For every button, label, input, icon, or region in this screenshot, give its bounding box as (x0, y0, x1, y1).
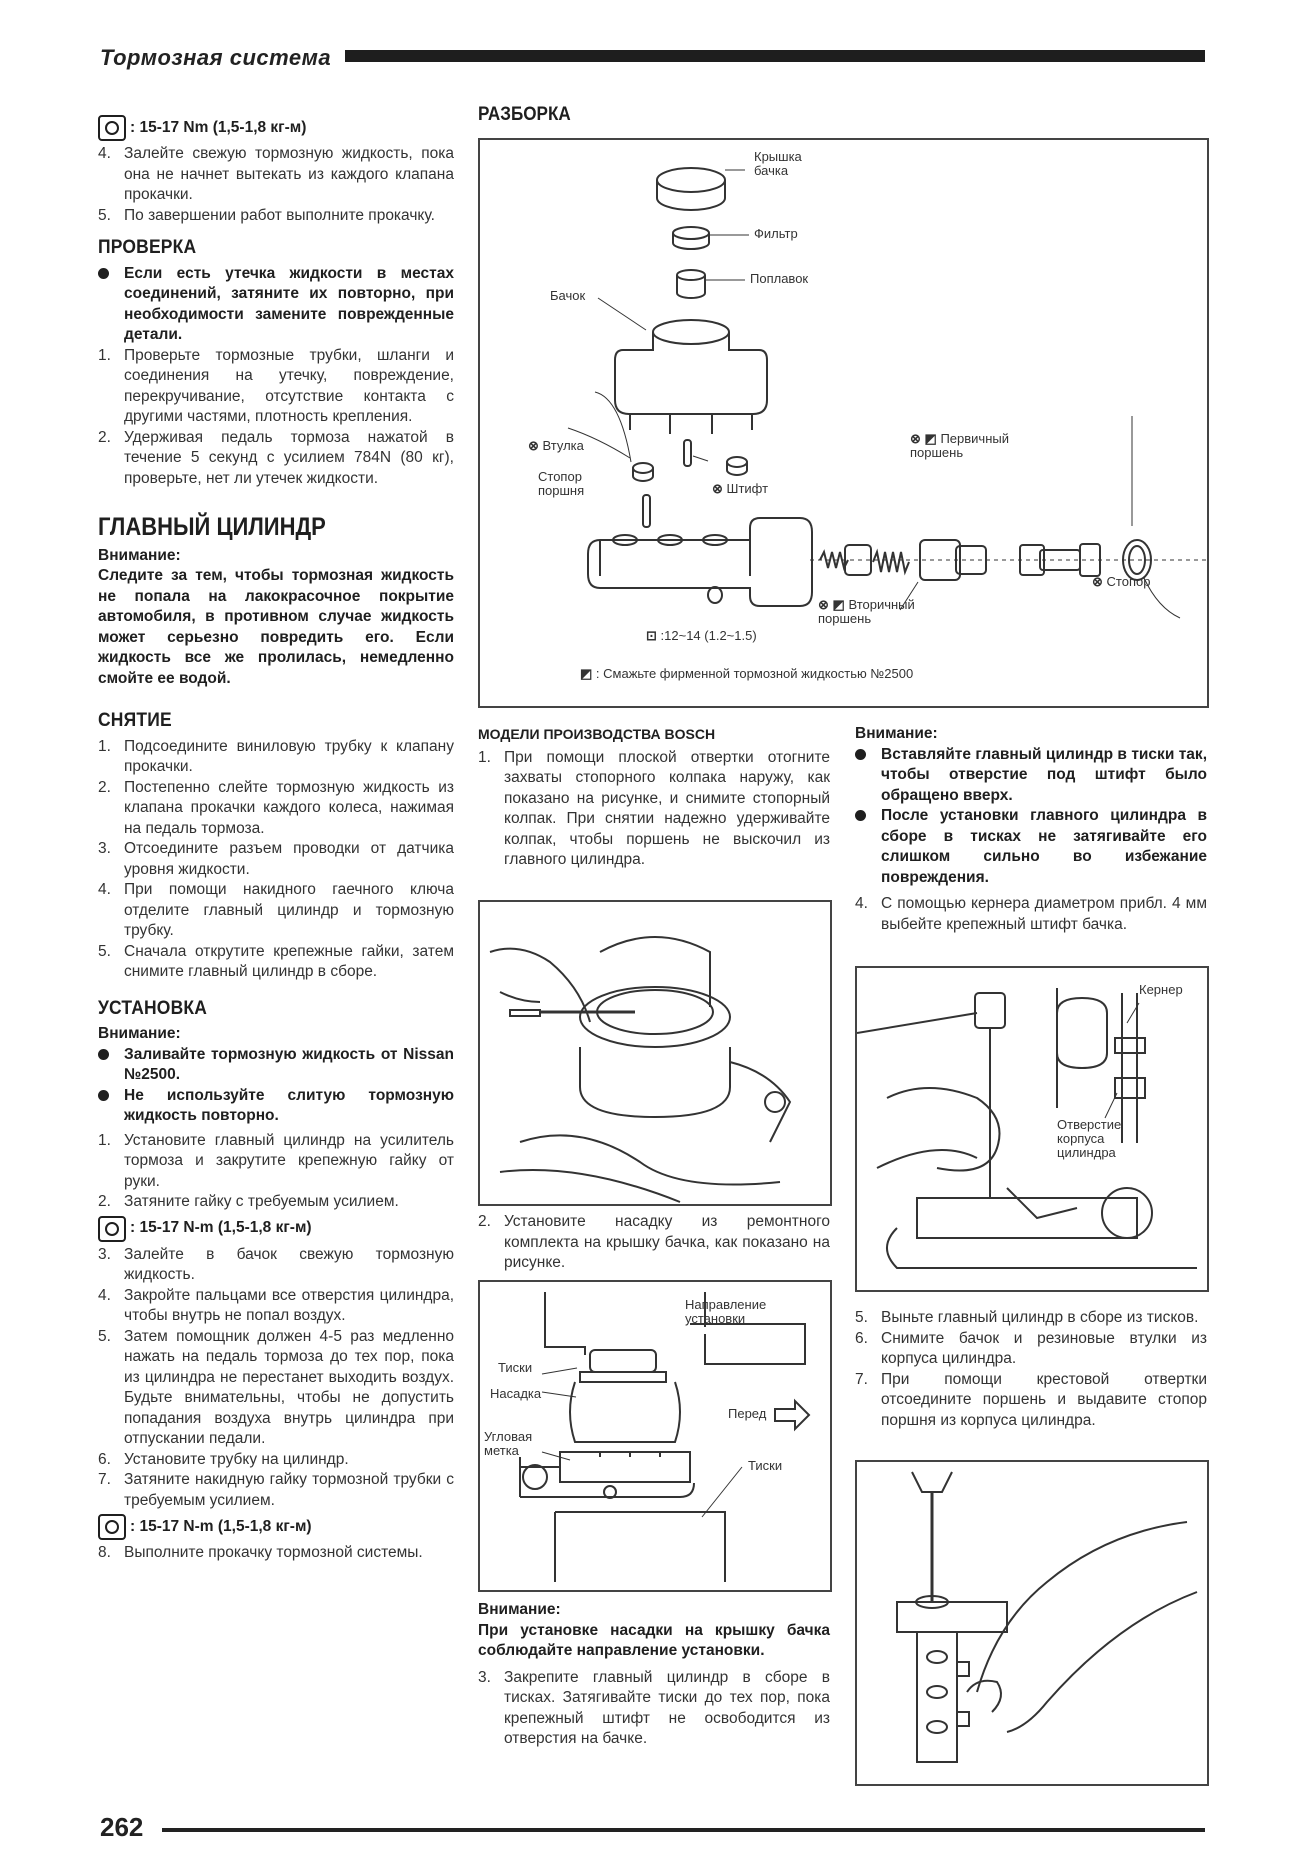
section-heading-removal: СНЯТИЕ (98, 710, 172, 731)
bullet-item: После установки главного цилиндра в сборе в тисках не затягивайте его слишком сильно во избежание повреждения. (855, 806, 1207, 888)
label-cylinder-hole: Отверстие корпуса цилиндра (1057, 1117, 1122, 1160)
pin-punch-figure (855, 966, 1209, 1292)
list-item: 5. Выньте главный цилиндр в сборе из тисков. (855, 1309, 1199, 1326)
list-item: 3. Закрепите главный цилиндр в сборе в тисках. Затягивайте тиски до тех пор, пока крепежный штифт не освободится из отверстия на бачке. (478, 1668, 830, 1747)
torque-spec: : 15-17 N-m (1,5-1,8 кг-м) (98, 1514, 454, 1540)
label-piston-stopper: Стопор поршня (538, 469, 585, 498)
list-item: 8. Выполните прокачку тормозной системы. (98, 1544, 423, 1561)
list-item: 5. Затем помощник должен 4-5 раз медленно нажать на педаль тормоза до тех пор, пока из цилиндра не перестанет выходить воздух. Будьте внимательны, чтобы не допустить попадания воздуха внутрь цилиндра при отпускании педали. (98, 1327, 454, 1447)
bullet-item: Если есть утечка жидкости в местах соединений, затяните их повторно, при необходимости замените поврежденные детали. (98, 264, 454, 346)
do-not-reuse-icon: ⊗ (1092, 574, 1103, 589)
list-item: 1. Установите главный цилиндр на усилитель тормоза и закрутите крепежную гайку от руки. (98, 1131, 454, 1190)
list-item: 7. При помощи крестовой отвертки отсоедините поршень и выдавите стопор поршня из корпуса цилиндра. (855, 1370, 1207, 1429)
section-heading-disassembly: РАЗБОРКА (478, 104, 571, 125)
label-vise: Тиски (498, 1360, 533, 1375)
list-item: 1. Проверьте тормозные трубки, шланги и соединения на утечку, повреждение, перекручивание, отсутствие контакта с другими частями, плотность крепления. (98, 346, 454, 425)
list-item: 5. Сначала открутите крепежные гайки, затем снимите главный цилиндр в сборе. (98, 942, 454, 980)
middle-column-step2 (478, 1212, 830, 1274)
label-grease-note: ◩ : Смажьте фирменной тормозной жидкостью №2500 (580, 666, 914, 681)
label-primary-piston: ⊗ ◩ Первичный поршень (910, 431, 1009, 460)
retainer-removal-drawing (480, 902, 830, 1204)
label-bushing: ⊗ Втулка (528, 438, 584, 453)
list-item: 7. Затяните накидную гайку тормозной трубки с требуемым усилием. (98, 1471, 454, 1509)
exploded-view-figure (478, 138, 1209, 708)
list-item: 6. Установите трубку на цилиндр. (98, 1450, 349, 1468)
torque-wrench-icon (98, 115, 126, 141)
attention-text: Следите за тем, чтобы тормозная жидкость не попала на лакокрасочное покрытие автомобиля, в противном случае жидкость может серьезно повредить его. Если жидкость все же пролилась, немедленно смойте ее водой. (98, 567, 454, 687)
label-secondary-piston: ⊗ ◩ Вторичный поршень (818, 597, 915, 626)
piston-removal-figure (855, 1460, 1209, 1786)
torque-spec: : 15-17 Nm (1,5-1,8 кг-м) (98, 115, 454, 141)
list-item: 3. Залейте в бачок свежую тормозную жидкость. (98, 1245, 454, 1283)
bullet-item: Заливайте тормозную жидкость от Nissan №2500. (98, 1045, 454, 1086)
list-item: 6. Снимите бачок и резиновые втулки из корпуса цилиндра. (855, 1329, 1207, 1367)
list-item: 5. По завершении работ выполните прокачку. (98, 206, 435, 224)
retainer-removal-figure (478, 900, 832, 1206)
header-rule (345, 50, 1205, 62)
grease-icon: ◩ (924, 431, 937, 446)
label-front: Перед (728, 1406, 767, 1421)
label-adapter: Насадка (490, 1386, 542, 1401)
label-angle-mark: Угловая метка (484, 1429, 533, 1458)
do-not-reuse-icon: ⊗ (818, 597, 829, 612)
running-header-title: Тормозная система (100, 45, 332, 70)
attention-text: При установке насадки на крышку бачка соблюдайте направление установки. (478, 1621, 830, 1659)
section-heading-installation: УСТАНОВКА (98, 997, 208, 1019)
middle-column-bottom (478, 1600, 830, 1750)
list-item: 2. Постепенно слейте тормозную жидкость из клапана прокачки каждого колеса, нажимая на педаль тормоза. (98, 778, 454, 837)
list-item: 1. Подсоедините виниловую трубку к клапану прокачки. (98, 737, 454, 775)
label-punch: Кернер (1139, 982, 1183, 997)
section-heading-bosch: МОДЕЛИ ПРОИЗВОДСТВА BOSCH (478, 726, 716, 742)
list-item: 4. Закройте пальцами все отверстия цилиндра, чтобы внутрь не попал воздух. (98, 1286, 454, 1324)
bullet-item: Не используйте слитую тормозную жидкость повторно. (98, 1086, 454, 1127)
right-column (855, 724, 1207, 935)
do-not-reuse-icon: ⊗ (528, 438, 539, 453)
list-item: 4. С помощью кернера диаметром прибл. 4 мм выбейте крепежный штифт бачка. (855, 895, 1207, 933)
attention-label: Внимание: (478, 1601, 561, 1618)
attention-label: Внимание: (98, 1025, 181, 1042)
label-reservoir-cap: Крышка бачка (754, 149, 802, 178)
footer-rule (162, 1828, 1205, 1832)
list-item: 4. Залейте свежую тормозную жидкость, пока она не начнет вытекать из каждого клапана прокачки. (98, 145, 454, 203)
adapter-installation-figure (478, 1280, 832, 1592)
list-item: 2. Установите насадку из ремонтного комплекта на крышку бачка, как показано на рисунке. (478, 1213, 830, 1271)
attention-label: Внимание: (98, 546, 181, 564)
label-filter: Фильтр (754, 226, 798, 241)
left-column (98, 112, 454, 1564)
piston-removal-drawing (857, 1462, 1207, 1784)
torque-wrench-icon: ⊡ (646, 628, 657, 643)
grease-icon: ◩ (580, 666, 593, 681)
do-not-reuse-icon: ⊗ (910, 431, 921, 446)
label-torque: ⊡ :12~14 (1.2~1.5) (646, 628, 757, 643)
chapter-heading-master-cylinder: ГЛАВНЫЙ ЦИЛИНДР (98, 513, 326, 541)
page-number: 262 (100, 1812, 144, 1842)
label-vise-2: Тиски (748, 1458, 783, 1473)
list-item: 2. Затяните гайку с требуемым усилием. (98, 1193, 399, 1210)
label-float: Поплавок (750, 271, 809, 286)
torque-wrench-icon (98, 1216, 126, 1242)
label-pin: ⊗ Штифт (712, 481, 769, 496)
attention-label: Внимание: (855, 725, 938, 742)
list-item: 1. При помощи плоской отвертки отогните захваты стопорного колпака наружу, как показано на рисунке, и снимите стопорный колпак. При снятии надежно удерживайте колпак, чтобы поршень не выскочил из главного цилиндра. (478, 748, 830, 868)
middle-column (478, 724, 830, 871)
list-item: 4. При помощи накидного гаечного ключа отделите главный цилиндр и тормозную трубку. (98, 881, 454, 939)
label-stopper: ⊗ Стопор (1092, 574, 1151, 589)
label-reservoir: Бачок (550, 288, 586, 303)
do-not-reuse-icon: ⊗ (712, 481, 723, 496)
right-column-steps (855, 1308, 1207, 1431)
section-heading-check: ПРОВЕРКА (98, 237, 197, 258)
pin-punch-drawing (857, 968, 1207, 1290)
label-install-direction: Направление установки (685, 1297, 767, 1326)
grease-icon: ◩ (832, 597, 845, 612)
list-item: 2. Удерживая педаль тормоза нажатой в течение 5 секунд с усилием 784N (80 кг), проверьте, нет ли утечек жидкости. (98, 428, 454, 487)
torque-wrench-icon (98, 1514, 126, 1540)
bullet-item: Вставляйте главный цилиндр в тиски так, чтобы отверстие под штифт было обращено вверх. (855, 745, 1207, 807)
list-item: 3. Отсоедините разъем проводки от датчика уровня жидкости. (98, 840, 454, 878)
torque-spec: : 15-17 N-m (1,5-1,8 кг-м) (98, 1216, 454, 1242)
